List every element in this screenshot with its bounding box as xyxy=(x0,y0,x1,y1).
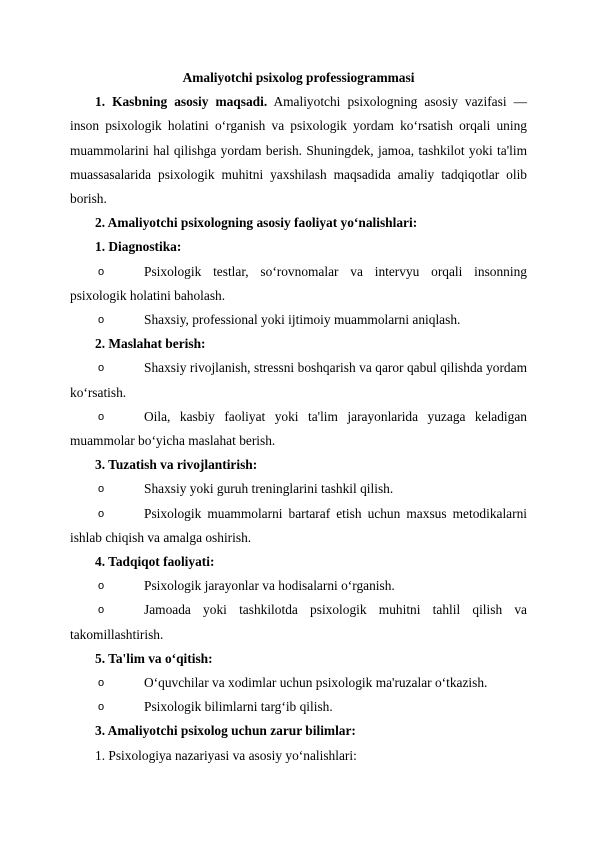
section-1-paragraph xyxy=(70,90,527,211)
bullet-marker: o xyxy=(98,265,105,278)
section-1-text: Amaliyotchi psixologning asosiy vazifasi — inson psixologik holatini o‘rganish va psixologik yordam ko‘rsatish orqali uning muammolarini hal qilishga yordam berish. Shuningdek, jamoa, tashkilot yoki ta'lim muassasalarida psixologik muhitni yaxshilash maqsadida amaliy tadqiqotlar olib borish. xyxy=(70,94,527,207)
bullet-marker: o xyxy=(98,362,105,375)
bullet-marker: o xyxy=(98,314,105,327)
list-item: o Shaxsiy rivojlanish, stressni boshqarish va qaror qabul qilishda yordam ko‘rsatish. xyxy=(70,356,527,404)
list-item: o Psixologik muammolarni bartaraf etish uchun maxsus metodikalarni ishlab chiqish va amalga oshirish. xyxy=(70,502,527,550)
section-3-item: 1. Psixologiya nazariyasi va asosiy yo‘nalishlari: xyxy=(95,747,357,763)
list-item: o Shaxsiy yoki guruh treninglarini tashkil qilish. xyxy=(70,477,527,501)
section-1-heading: 1. Kasbning asosiy maqsadi. xyxy=(95,94,268,110)
bullet-marker: o xyxy=(98,677,105,690)
section-3-heading: 3. Amaliyotchi psixolog uchun zarur bilimlar: xyxy=(95,723,356,739)
bullet-marker: o xyxy=(98,604,105,617)
list-item: o Shaxsiy, professional yoki ijtimoiy muammolarni aniqlash. xyxy=(70,308,527,332)
section-2-heading: 2. Amaliyotchi psixologning asosiy faoliyat yo‘nalishlari: xyxy=(95,215,418,231)
list-item: o Psixologik testlar, so‘rovnomalar va intervyu orqali insonning psixologik holatini baholash. xyxy=(70,260,527,308)
group-heading-maslahat: 2. Maslahat berish: xyxy=(95,336,206,352)
document-title: Amaliyotchi psixolog professiogrammasi xyxy=(182,70,415,85)
bullet-marker: o xyxy=(98,580,105,593)
group-heading-tuzatish: 3. Tuzatish va rivojlantirish: xyxy=(95,457,258,473)
list-item: o Psixologik bilimlarni targ‘ib qilish. xyxy=(70,695,527,719)
document-page xyxy=(70,66,527,768)
list-item: o Psixologik jarayonlar va hodisalarni o‘rganish. xyxy=(70,574,527,598)
bullet-marker: o xyxy=(98,410,105,423)
group-heading-tadqiqot: 4. Tadqiqot faoliyati: xyxy=(95,554,215,570)
group-heading-diagnostika: 1. Diagnostika: xyxy=(95,239,182,255)
bullet-marker: o xyxy=(98,507,105,520)
list-item: o Oila, kasbiy faoliyat yoki ta'lim jarayonlarida yuzaga keladigan muammolar bo‘yicha maslahat berish. xyxy=(70,405,527,453)
bullet-marker: o xyxy=(98,701,105,714)
list-item: o Jamoada yoki tashkilotda psixologik muhitni tahlil qilish va takomillashtirish. xyxy=(70,598,527,646)
list-item: o O‘quvchilar va xodimlar uchun psixologik ma'ruzalar o‘tkazish. xyxy=(70,671,527,695)
group-heading-talim: 5. Ta'lim va o‘qitish: xyxy=(95,650,213,666)
bullet-marker: o xyxy=(98,483,105,496)
